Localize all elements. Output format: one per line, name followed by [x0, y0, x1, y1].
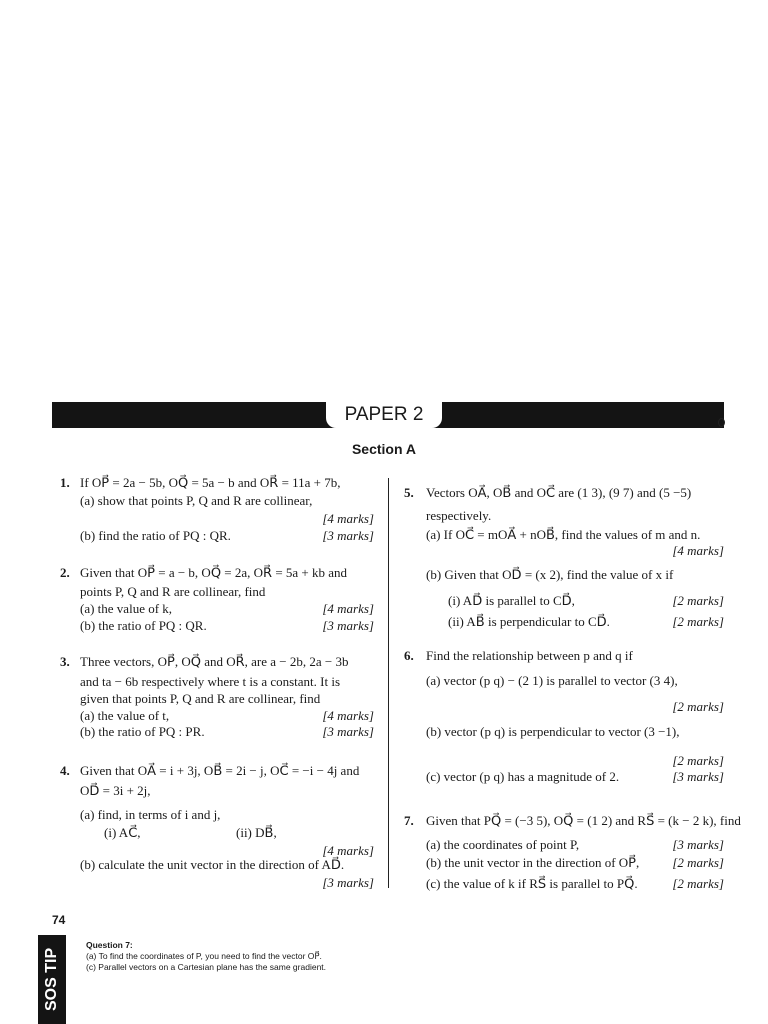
question-stem: OD⃗ = 3i + 2j, [80, 783, 151, 798]
question-stem: Three vectors, OP⃗, OQ⃗ and OR⃗, are a − 2b, 2a − 3b [80, 654, 349, 669]
question-number: 1. [60, 475, 70, 490]
tip-line: (a) To find the coordinates of P, you need to find the vector OP⃗. [86, 951, 322, 961]
question-number: 4. [60, 763, 70, 778]
marks: [2 marks] [672, 855, 724, 870]
marks: [3 marks] [672, 769, 724, 784]
question-7 [404, 812, 741, 894]
paper-title: PAPER 2 [344, 404, 424, 425]
question-1 [60, 474, 380, 544]
question-stem: Given that OA⃗ = i + 3j, OB⃗ = 2i − j, OC⃗ = −i − 4j and [80, 763, 360, 778]
question-subpart: (i) AD⃗ is parallel to CD⃗, [448, 593, 575, 608]
question-subpart: (ii) AB⃗ is perpendicular to CD⃗. [448, 614, 610, 629]
marks: [3 marks] [322, 618, 374, 633]
marks: [2 marks] [672, 614, 724, 629]
marks: [4 marks] [322, 511, 374, 526]
marks: [4 marks] [322, 843, 374, 858]
question-subpart: (ii) DB⃗, [236, 825, 277, 840]
question-part: (b) find the ratio of PQ : QR. [80, 528, 231, 543]
marks: [4 marks] [672, 543, 724, 558]
question-part: (b) calculate the unit vector in the direction of AD⃗. [80, 857, 345, 872]
marks: [2 marks] [672, 699, 724, 714]
question-part: (a) the coordinates of point P, [426, 837, 580, 852]
question-number: 2. [60, 565, 70, 580]
question-part: (a) the value of k, [80, 601, 173, 616]
question-3 [60, 653, 380, 743]
question-part: (a) find, in terms of i and j, [80, 807, 221, 822]
marks: [3 marks] [322, 875, 374, 890]
question-number: 5. [404, 485, 414, 500]
question-stem: Given that PQ⃗ = (−3 5), OQ⃗ = (1 2) and RS⃗ = (k − 2 k), find [426, 813, 741, 828]
tip-box [86, 940, 326, 973]
question-5 [404, 480, 726, 630]
marks: [3 marks] [322, 528, 374, 543]
marks: [2 marks] [672, 876, 724, 891]
marks: [2 marks] [672, 593, 724, 608]
question-part: (b) vector (p q) is perpendicular to vector (3 −1), [426, 724, 680, 739]
question-part: (a) If OC⃗ = mOA⃗ + nOB⃗, find the values of m and n. [426, 527, 701, 542]
question-number: 7. [404, 813, 414, 828]
banner-edge-mark [718, 418, 725, 427]
question-stem: Find the relationship between p and q if [426, 648, 633, 663]
question-part: (c) the value of k if RS⃗ is parallel to PQ⃗. [426, 876, 638, 891]
question-number: 6. [404, 648, 414, 663]
question-part: (a) the value of t, [80, 708, 170, 723]
sos-tip-label: SOS TIP [43, 947, 60, 1012]
question-subpart: (i) AC⃗, [104, 825, 141, 840]
question-stem: given that points P, Q and R are collinear, find [80, 691, 321, 706]
section-heading: Section A [351, 441, 417, 457]
column-divider [388, 478, 389, 888]
question-part: (a) show that points P, Q and R are collinear, [80, 493, 313, 508]
tip-title: Question 7: [86, 940, 133, 950]
question-part: (b) the unit vector in the direction of OP⃗, [426, 855, 640, 870]
question-part: (c) vector (p q) has a magnitude of 2. [426, 769, 620, 784]
question-6 [404, 647, 726, 787]
question-part: (b) the ratio of PQ : QR. [80, 618, 207, 633]
question-stem: points P, Q and R are collinear, find [80, 584, 266, 599]
page-number: 74 [52, 913, 66, 927]
question-stem: and ta − 6b respectively where t is a constant. It is [80, 674, 341, 689]
question-4 [60, 762, 380, 890]
marks: [3 marks] [672, 837, 724, 852]
marks: [3 marks] [322, 724, 374, 739]
question-stem: Given that OP⃗ = a − b, OQ⃗ = 2a, OR⃗ = 5a + kb and [80, 565, 348, 580]
marks: [2 marks] [672, 753, 724, 768]
question-part: (b) Given that OD⃗ = (x 2), find the value of x if [426, 567, 674, 582]
question-stem: If OP⃗ = 2a − 5b, OQ⃗ = 5a − b and OR⃗ = 11a + 7b, [80, 475, 341, 490]
question-stem: respectively. [426, 508, 492, 523]
question-2 [60, 564, 380, 634]
marks: [4 marks] [322, 708, 374, 723]
question-stem: Vectors OA⃗, OB⃗ and OC⃗ are (1 3), (9 7) and (5 −5) [426, 485, 692, 500]
question-number: 3. [60, 654, 70, 669]
marks: [4 marks] [322, 601, 374, 616]
tip-line: (c) Parallel vectors on a Cartesian plane has the same gradient. [86, 962, 327, 972]
question-part: (b) the ratio of PQ : PR. [80, 724, 205, 739]
question-part: (a) vector (p q) − (2 1) is parallel to vector (3 4), [426, 673, 678, 688]
